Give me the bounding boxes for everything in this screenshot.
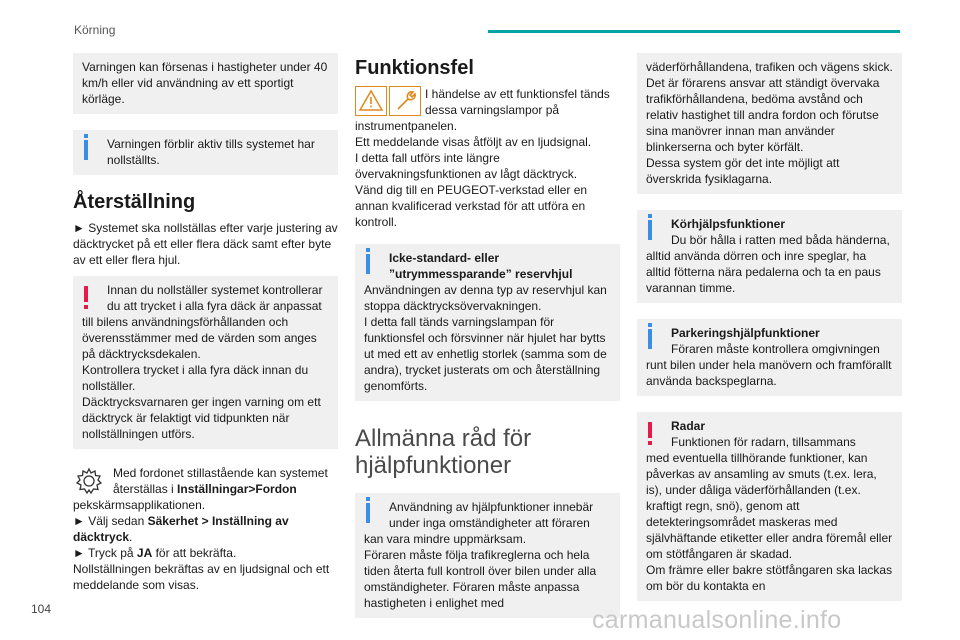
info-icon	[366, 503, 370, 523]
info-icon	[366, 254, 370, 274]
spare-wheel-title: Icke-standard- eller ”utrymmessparande” reservhjul	[389, 251, 573, 281]
spare-wheel-line: I detta fall tänds varningslampan för funktionsfel och försvinner när hjulet har bytts ut med ett av enhetlig storlek (samma som de andra), trycket justerats om och återställning genomförts.	[364, 315, 607, 393]
info-box	[73, 130, 338, 175]
info-text: Varningen förblir aktiv tills systemet har nollställts.	[107, 137, 315, 167]
info-icon	[84, 140, 88, 160]
parking-aids-line: runt bilen under hela manövern och framförallt använda backspeglarna.	[646, 358, 892, 388]
continued-line: Dessa system gör det inte möjligt att överskrida fysiklagarna.	[646, 156, 840, 186]
assist-line: kan vara mindre uppmärksam.	[364, 532, 527, 546]
info-box-driving-aids	[637, 210, 902, 303]
warning-icon	[648, 422, 652, 444]
malfunction-line: Vänd dig till en PEUGEOT-verkstad eller en annan kvalificerad verkstad för att utföra en kontroll.	[355, 183, 588, 229]
wrench-icon	[389, 86, 421, 116]
continued-box	[637, 53, 902, 194]
running-header: Körning	[74, 23, 116, 37]
gear-text-line2: pekskärmsapplikationen.	[73, 498, 206, 512]
driving-aids-line: alltid använda dörren och inre speglar, ha alltid fötterna nära pedalerna och ta en paus varannan timme.	[646, 249, 881, 295]
warning-icon	[84, 286, 88, 308]
note-text: Varningen kan försenas i hastigheter under 40 km/h eller vid användning av ett sportigt körläge.	[82, 60, 328, 106]
warning-lead: Innan du nollställer systemet kontrollerar du att trycket i alla fyra däck är anpassat	[107, 283, 323, 313]
gear-text: Med fordonet stillastående kan systemet återställas i Inställningar>Fordon	[113, 466, 328, 496]
radar-lead: Funktionen för radarn, tillsammans	[671, 435, 856, 449]
info-icon	[648, 329, 652, 349]
warning-box-radar	[637, 412, 902, 601]
column-1	[73, 53, 338, 593]
parking-aids-lead: Föraren måste kontrollera omgivningen	[671, 342, 880, 356]
section-heading-reset: Återställning	[73, 191, 196, 213]
info-box-assist	[355, 493, 620, 618]
warning-line: Däcktrycksvarnaren ger ingen varning om ett däcktryck är felaktigt vid tidpunkten när nollställningen utförs.	[82, 395, 321, 441]
page-number: 104	[31, 602, 52, 616]
info-box-spare-wheel	[355, 244, 620, 401]
settings-instructions	[73, 465, 338, 593]
warning-line: till bilens användningsförhållanden och överensstämmer med de värden som anges på däcktrycksdekalen.	[82, 315, 317, 361]
malfunction-text	[355, 86, 620, 230]
malfunction-line: Ett meddelande visas åtföljt av en ljudsignal.	[355, 135, 592, 149]
reset-paragraph: ► Systemet ska nollställas efter varje justering av däcktrycket på ett eller flera däck samt efter byte av ett eller flera hjul.	[73, 221, 338, 267]
section-heading-malfunction: Funktionsfel	[355, 57, 474, 79]
radar-line: med eventuella tillhörande funktioner, kan påverkas av ansamling av smuts (t.ex. lera, is), under dåliga väderförhållanden (t.ex. kraftigt regn, snö), genom att detekteringsområdet maskeras med självhäftande etiketter eller andra föremål eller om stötfångaren är skadad.	[646, 451, 893, 561]
spare-wheel-line: Användningen av denna typ av reservhjul kan stoppa däcktrycksövervakningen.	[364, 283, 607, 313]
column-3	[637, 53, 902, 617]
parking-aids-title: Parkeringshjälpfunktioner	[671, 326, 820, 340]
column-2	[355, 53, 620, 634]
driving-aids-title: Körhjälpsfunktioner	[671, 217, 786, 231]
info-icon	[648, 220, 652, 240]
note-box	[73, 53, 338, 114]
section-heading-general-advice: Allmänna råd för hjälpfunktioner	[355, 425, 532, 479]
warning-box	[73, 276, 338, 449]
step-confirm: ► Tryck på JA för att bekräfta.	[73, 546, 237, 560]
step-result: Nollställningen bekräftas av en ljudsignal och ett meddelande som visas.	[73, 562, 330, 592]
radar-line: Om främre eller bakre stötfångaren ska lackas om bör du kontakta en	[646, 563, 893, 593]
continued-line: Det är förarens ansvar att ständigt övervaka trafikförhållandena, bedöma avstånd och relativ hastighet till andra fordon och förutse sina manövrer innan man använder blinkerserna och byter körfält.	[646, 76, 880, 154]
header-accent-bar	[488, 30, 900, 33]
assist-line: Föraren måste följa trafikreglerna och hela tiden återta full kontroll över bilen under alla omständigheter. Föraren måste anpassa hastigheten i enlighet med	[364, 548, 597, 610]
warning-triangle-icon	[355, 86, 387, 116]
watermark: carmanualsonline.info	[592, 606, 842, 634]
assist-lead: Användning av hjälpfunktioner innebär under inga omständigheter att föraren	[389, 500, 594, 530]
malfunction-line: instrumentpanelen.	[355, 119, 458, 133]
gear-icon	[73, 465, 105, 497]
info-box-parking-aids	[637, 319, 902, 396]
warning-line: Kontrollera trycket i alla fyra däck innan du nollställer.	[82, 363, 309, 393]
driving-aids-lead: Du bör hålla i ratten med båda händerna,	[671, 233, 890, 247]
continued-line: väderförhållandena, trafiken och vägens skick.	[646, 60, 893, 74]
step-select: ► Välj sedan Säkerhet > Inställning av däcktryck.	[73, 514, 289, 544]
malfunction-line: I detta fall utförs inte längre övervakningsfunktionen av lågt däcktryck.	[355, 151, 578, 181]
radar-title: Radar	[671, 419, 706, 433]
malfunction-lead: I händelse av ett funktionsfel tänds dessa varningslampor på	[425, 87, 610, 117]
